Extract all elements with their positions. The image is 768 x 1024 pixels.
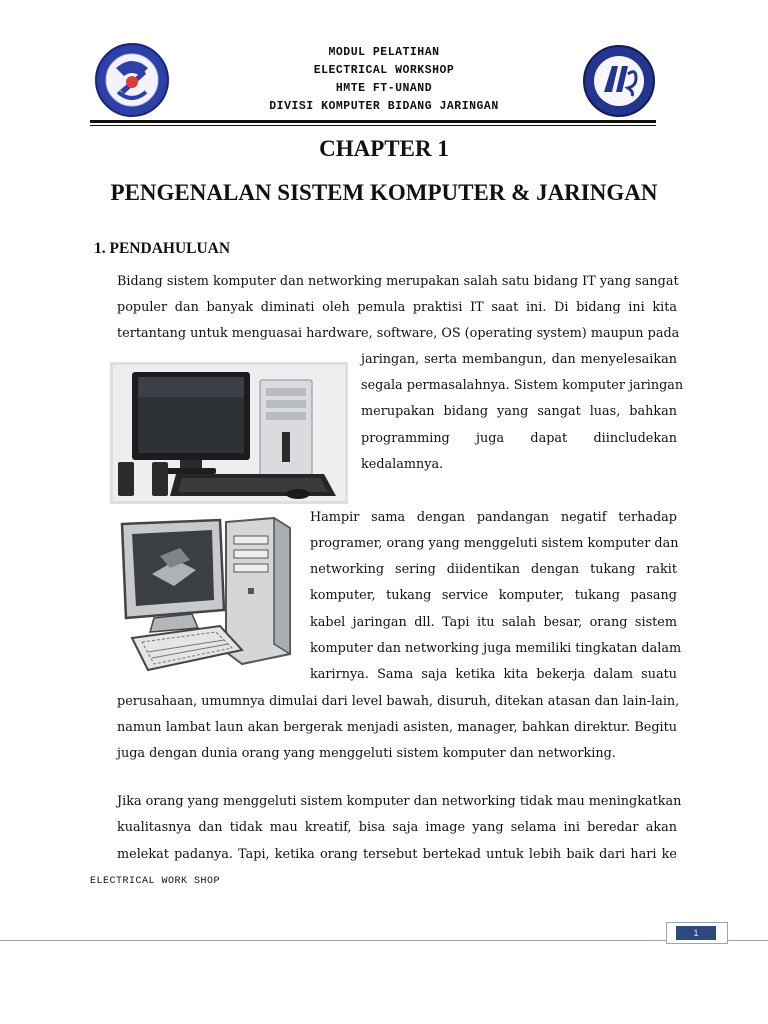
header-rule [90, 120, 656, 123]
para2-line: juga dengan dunia orang yang menggeluti sistem komputer dan networking. [117, 746, 616, 761]
para1-line: jaringan, serta membangun, dan menyelesaikan [361, 352, 677, 367]
para1-line: kedalamnya. [361, 457, 444, 472]
page-number: 1 [676, 926, 716, 940]
header-rule-thin [90, 125, 656, 126]
para1-line: Bidang sistem komputer dan networking merupakan salah satu bidang IT yang sangat [117, 274, 679, 289]
section-heading: 1. PENDAHULUAN [94, 240, 231, 257]
para2-line: perusahaan, umumnya dimulai dari level bawah, disuruh, ditekan atasan dan lain-lain, [117, 694, 680, 709]
page-title: PENGENALAN SISTEM KOMPUTER & JARINGAN [110, 180, 658, 205]
para3-line: kualitasnya dan tidak mau kreatif, bisa saja image yang selama ini beredar akan [117, 820, 677, 835]
para3-line: melekat padanya. Tapi, ketika orang tersebut bertekad untuk lebih baik dari hari ke [117, 847, 677, 862]
para1-line: programming juga dapat diincludekan [361, 431, 677, 446]
para2-line: komputer, tukang service komputer, tukang pasang [310, 588, 677, 603]
para2-line: komputer dan networking juga memiliki tingkatan dalam [310, 641, 682, 656]
header-line-1: MODUL PELATIHAN [328, 46, 440, 59]
para2-line: karirnya. Sama saja ketika kita bekerja dalam suatu [310, 667, 677, 682]
para2-line: networking sering diidentikan dengan tukang rakit [310, 562, 677, 577]
para1-line: tertantang untuk menguasai hardware, software, OS (operating system) maupun pada [117, 326, 680, 341]
footer-text: ELECTRICAL WORK SHOP [90, 876, 221, 887]
para1-line: populer dan banyak diminati oleh pemula praktisi IT saat ini. Di bidang ini kita [117, 300, 677, 315]
header-line-3: HMTE FT-UNAND [335, 82, 433, 95]
header-line-2: ELECTRICAL WORKSHOP [313, 64, 455, 77]
para1-line: merupakan bidang yang sangat luas, bahkan [361, 404, 677, 419]
header-text [200, 44, 568, 116]
para2-line: kabel jaringan dll. Tapi itu salah besar, orang sistem [310, 615, 677, 630]
chapter-heading: CHAPTER 1 [319, 136, 449, 161]
electrical-workshop-logo [582, 44, 656, 118]
header-line-4: DIVISI KOMPUTER BIDANG JARINGAN [269, 100, 499, 113]
computer-illustration [114, 514, 298, 684]
para2-line: programer, orang yang menggeluti sistem komputer dan [310, 536, 679, 551]
footer-rule [0, 940, 768, 941]
desktop-computer-image [110, 362, 348, 504]
para2-line: Hampir sama dengan pandangan negatif terhadap [310, 510, 677, 525]
hmte-logo [94, 42, 170, 118]
para2-line: namun lambat laun akan bergerak menjadi asisten, manager, bahkan direktur. Begitu [117, 720, 677, 735]
para1-line: segala permasalahnya. Sistem komputer jaringan [361, 378, 684, 393]
para3-line: Jika orang yang menggeluti sistem komputer dan networking tidak mau meningkatkan [117, 794, 682, 809]
